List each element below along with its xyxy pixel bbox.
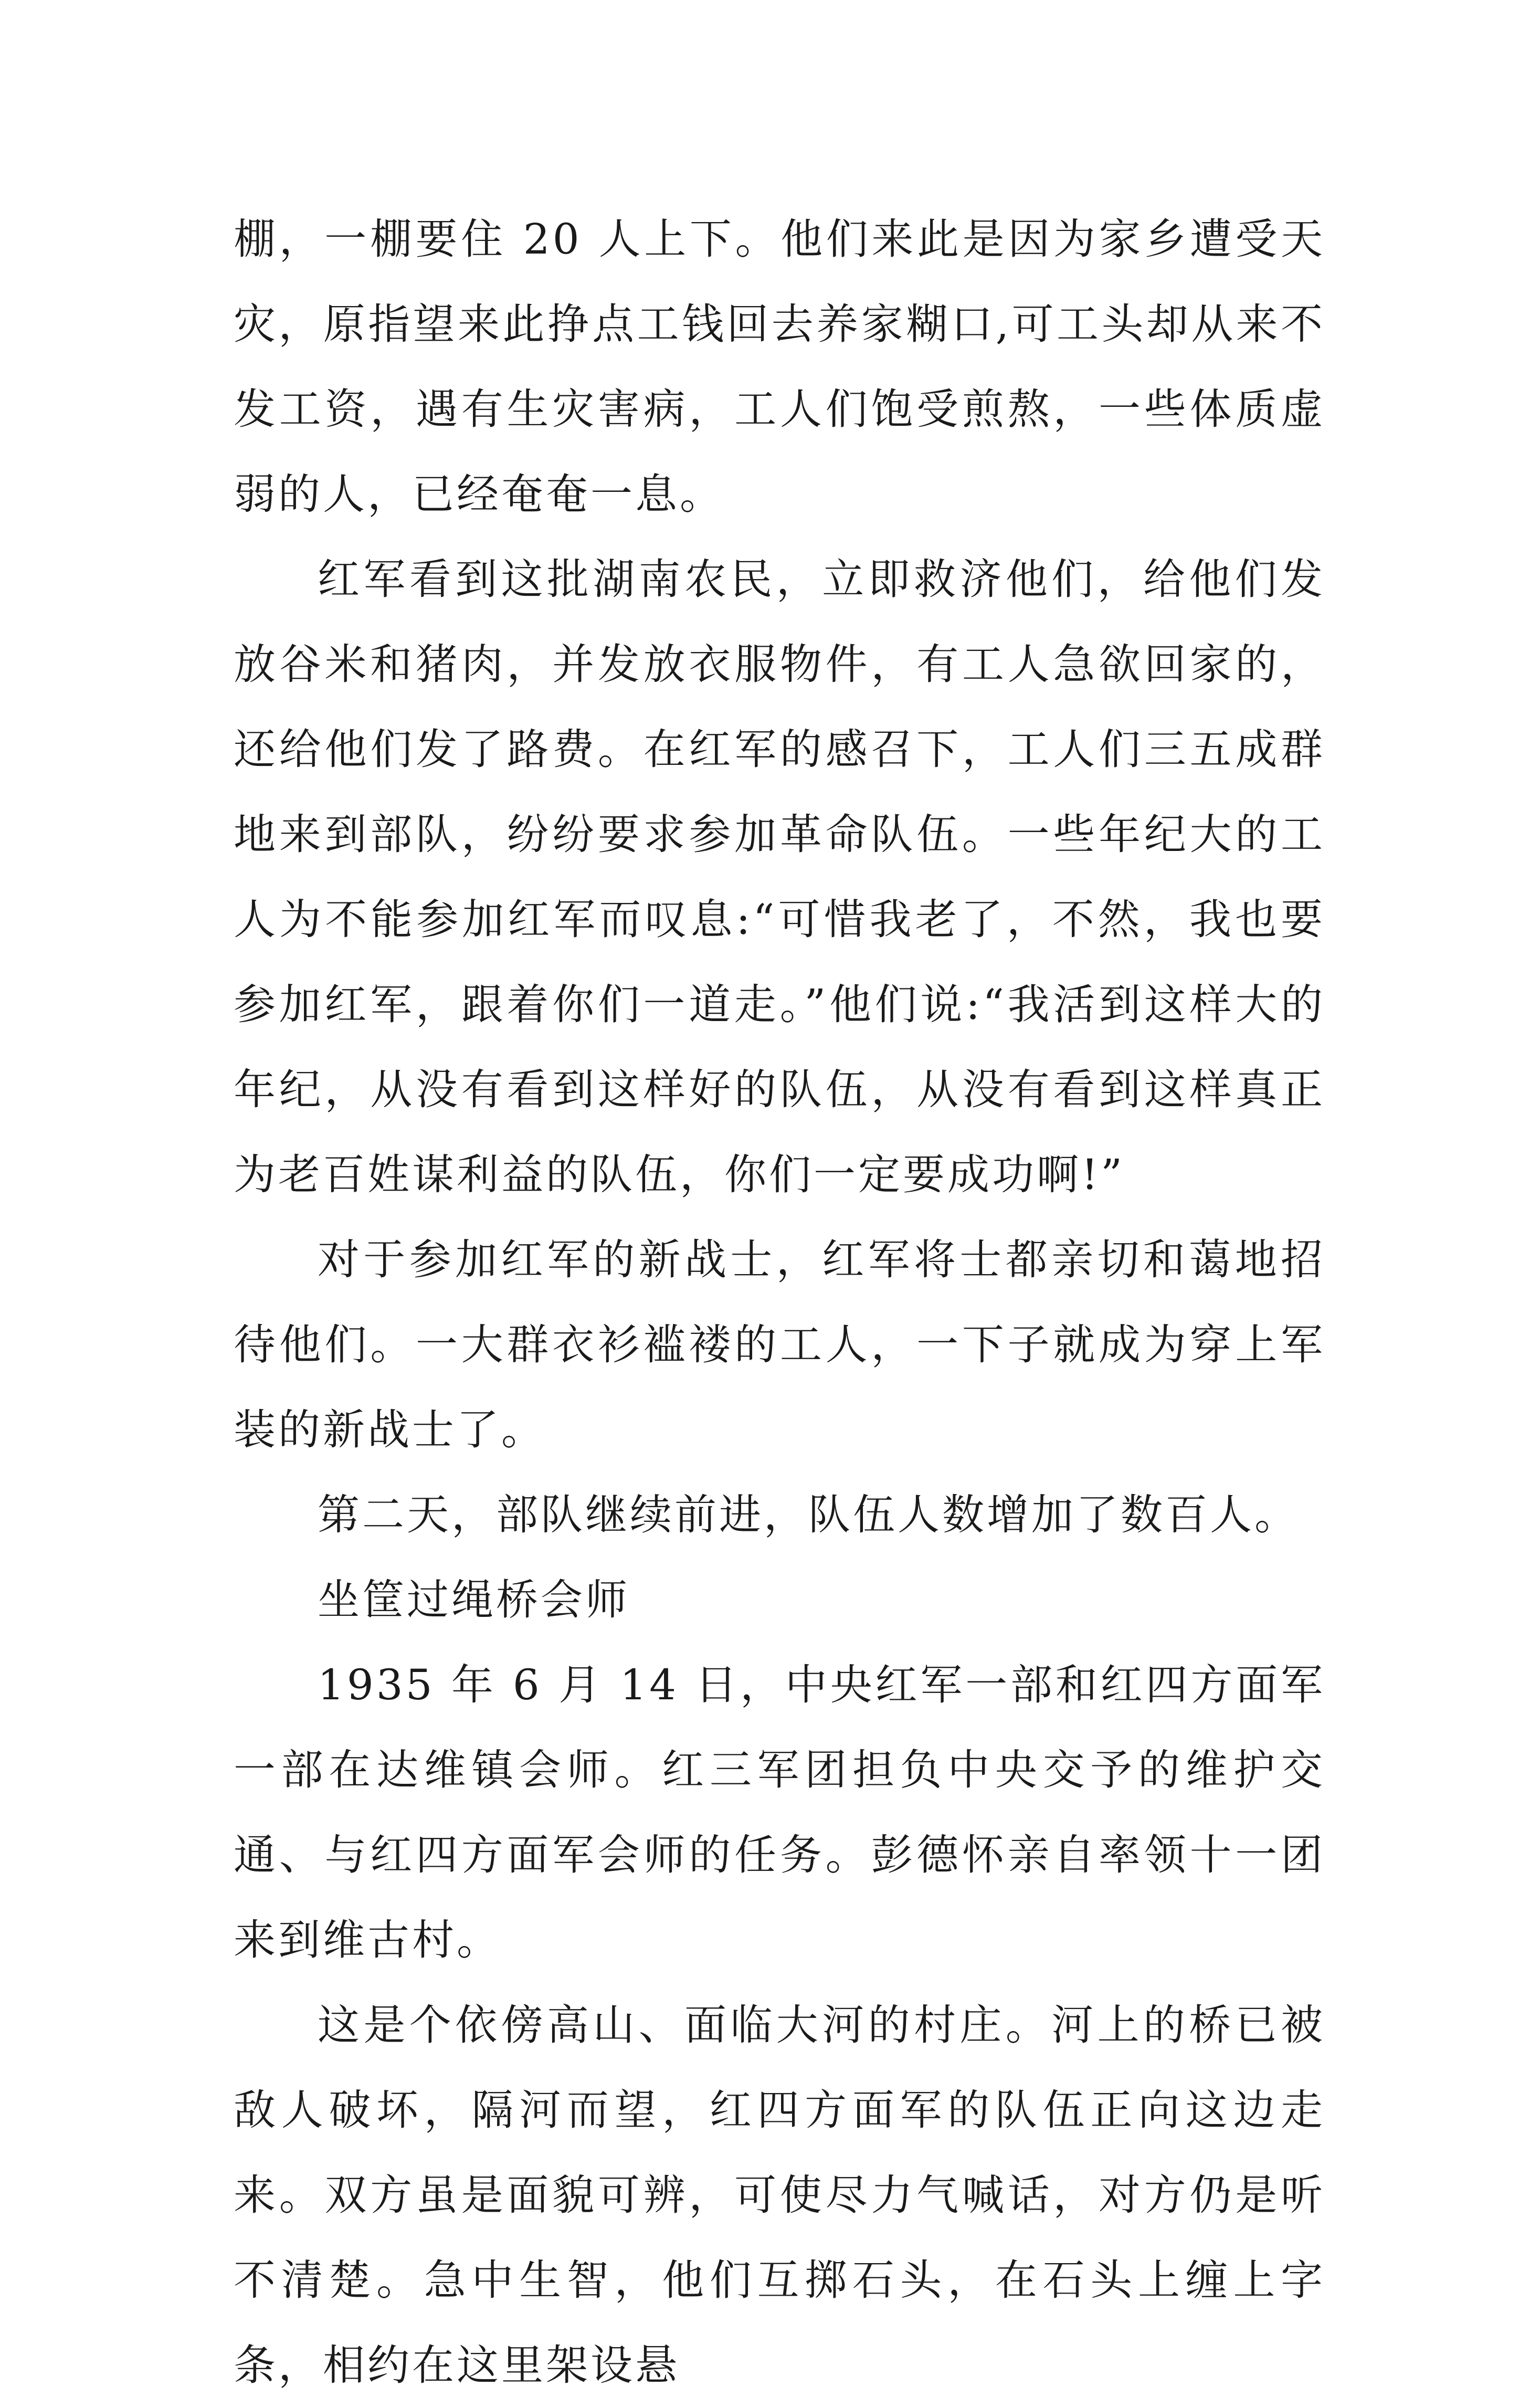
paragraph: 1935 年 6 月 14 日，中央红军一部和红四方面军一部在达维镇会师。红三军团担负中央交予的维护交通、与红四方面军会师的任务。彭德怀亲自率领十一团来到维古村。	[234, 1660, 1325, 1964]
paragraph: 棚，一棚要住 20 人上下。他们来此是因为家乡遭受天灾，原指望来此挣点工钱回去养家糊口,可工头却从来不发工资，遇有生灾害病，工人们饱受煎熬，一些体质虚弱的人，已经奄奄一息。	[234, 215, 1325, 519]
paragraph: 第二天，部队继续前进，队伍人数增加了数百人。	[318, 1490, 1299, 1539]
body-text	[234, 197, 1325, 2408]
paragraph: 对于参加红军的新战士，红军将士都亲切和蔼地招待他们。一大群衣衫褴褛的工人，一下子就成为穿上军装的新战士了。	[234, 1235, 1325, 1454]
section-heading: 坐筐过绳桥会师	[318, 1575, 630, 1624]
paragraph: 红军看到这批湖南农民，立即救济他们，给他们发放谷米和猪肉，并发放衣服物件，有工人急欲回家的，还给他们发了路费。在红军的感召下，工人们三五成群地来到部队，纷纷要求参加革命队伍。一些年纪大的工人为不能参加红军而叹息:“可惜我老了，不然，我也要参加红军，跟着你们一道走。”他们说:“我活到这样大的年纪，从没有看到这样好的队伍，从没有看到这样真正为老百姓谋利益的队伍，你们一定要成功啊!”	[234, 555, 1325, 1199]
paragraph: 这是个依傍高山、面临大河的村庄。河上的桥已被敌人破坏，隔河而望，红四方面军的队伍正向这边走来。双方虽是面貌可辨，可使尽力气喊话，对方仍是听不清楚。急中生智，他们互掷石头，在石头上缠上字条，相约在这里架设悬	[234, 2001, 1325, 2390]
